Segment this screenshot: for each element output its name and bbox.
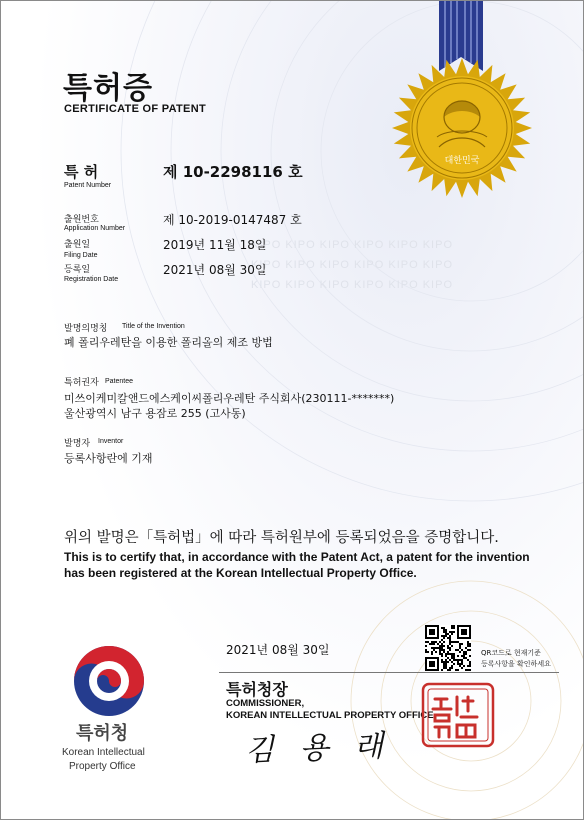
commissioner-line2: KOREAN INTELLECTUAL PROPERTY OFFICE	[226, 710, 434, 721]
page-subtitle: CERTIFICATE OF PATENT	[64, 103, 206, 115]
patent-number-label: 특 허	[64, 163, 99, 181]
filing-date-label: 출원일	[64, 240, 91, 250]
kipo-logo-icon	[71, 643, 147, 719]
patent-number-value: 제 10-2298116 호	[163, 163, 303, 181]
registration-date-label: 등록일	[64, 265, 91, 275]
application-number-value: 제 10-2019-0147487 호	[163, 213, 302, 227]
inventor-value: 등록사항란에 기재	[64, 452, 153, 465]
patentee-label: 특허권자	[64, 378, 99, 388]
watermark-row: KIPO KIPO KIPO KIPO KIPO KIPO	[251, 259, 453, 271]
patentee-address: 울산광역시 남구 용잠로 255 (고사동)	[64, 407, 246, 420]
inventor-label-en: Inventor	[98, 438, 124, 445]
watermark-row: KIPO KIPO KIPO KIPO KIPO KIPO	[251, 279, 453, 291]
medal-text: 대한민국	[444, 156, 480, 166]
invention-title-label: 발명의명칭	[64, 324, 108, 334]
certification-statement-ko: 위의 발명은「특허법」에 따라 특허원부에 등록되었음을 증명합니다.	[64, 530, 499, 546]
application-number-label: 출원번호	[64, 215, 99, 225]
qr-note-line2: 등록사항을 확인하세요	[481, 660, 551, 668]
qr-note-line1: QR코드로 현재기준	[481, 649, 541, 657]
watermark-row: KIPO KIPO KIPO KIPO KIPO KIPO	[251, 239, 453, 251]
commissioner-divider	[219, 672, 559, 673]
gold-medal-emblem	[391, 57, 533, 199]
commissioner-title: 특허청장	[226, 680, 288, 699]
patentee-name: 미쓰이케미칼앤드에스케이씨폴리우레탄 주식회사(230111-*******)	[64, 392, 395, 405]
filing-date-value: 2019년 11월 18일	[163, 238, 267, 252]
certification-statement-en-line2: has been registered at the Korean Intellectual Property Office.	[64, 566, 417, 580]
patentee-label-en: Patentee	[105, 378, 134, 385]
office-logo-name-en-line1: Korean Intellectual	[62, 747, 145, 758]
qr-code[interactable]	[425, 625, 471, 671]
application-number-label-en: Application Number	[64, 225, 126, 232]
invention-title-label-en: Title of the Invention	[122, 323, 185, 330]
registration-date-value: 2021년 08월 30일	[163, 263, 267, 277]
office-logo-name-en-line2: Property Office	[69, 761, 136, 772]
issue-date: 2021년 08월 30일	[226, 643, 330, 657]
invention-title-value: 폐 폴리우레탄을 이용한 폴리올의 제조 방법	[64, 336, 273, 349]
page-title: 특허증	[63, 71, 153, 106]
filing-date-label-en: Filing Date	[64, 252, 98, 259]
certification-statement-en-line1: This is to certify that, in accordance with the Patent Act, a patent for the invention	[64, 550, 530, 564]
commissioner-line1: COMMISSIONER,	[226, 698, 305, 709]
office-logo-name-ko: 특허청	[76, 723, 129, 744]
commissioner-signature: 김 용 래	[244, 728, 392, 769]
patent-number-label-en: Patent Number	[64, 182, 112, 189]
registration-date-label-en: Registration Date	[64, 276, 119, 283]
inventor-label: 발명자	[64, 439, 91, 449]
official-seal	[419, 681, 497, 749]
